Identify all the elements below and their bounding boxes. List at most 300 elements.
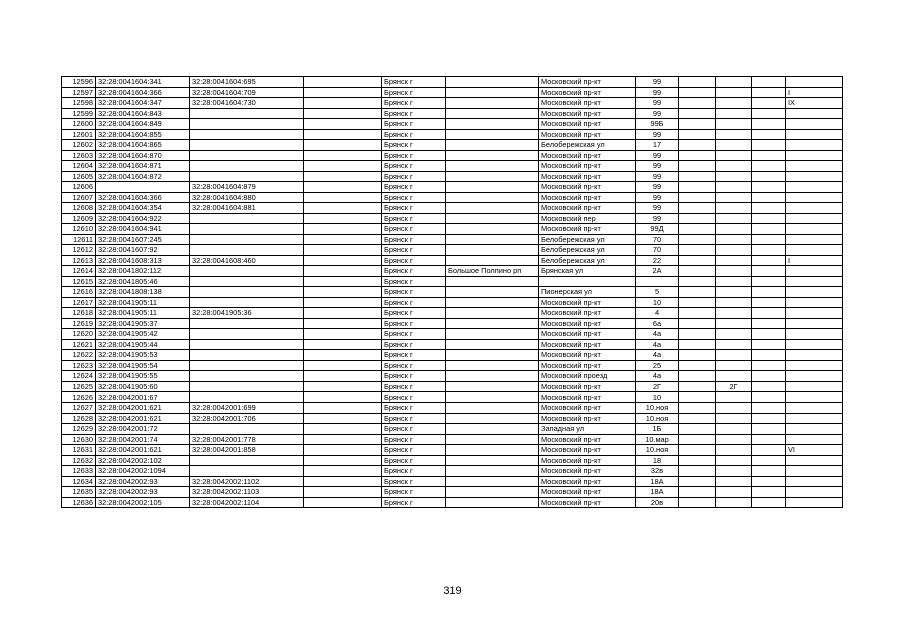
table-cell (304, 413, 382, 424)
table-cell (446, 234, 539, 245)
table-row (62, 87, 843, 98)
table-cell: 32:28:0041604:881 (190, 203, 304, 214)
table-cell (752, 297, 786, 308)
table-cell (786, 487, 843, 498)
table-cell (786, 287, 843, 298)
table-cell: Брянск г (382, 203, 446, 214)
table-cell (304, 392, 382, 403)
table-cell (446, 171, 539, 182)
table-cell (190, 392, 304, 403)
table-cell: Московский пр-кт (539, 434, 636, 445)
table-cell: 32в (636, 466, 679, 477)
table-cell (752, 445, 786, 456)
table-cell (446, 245, 539, 256)
table-cell: Брянск г (382, 318, 446, 329)
table-cell (716, 445, 752, 456)
table-cell: 2Г (636, 381, 679, 392)
table-cell (304, 297, 382, 308)
table-cell: Брянск г (382, 276, 446, 287)
table-cell (304, 161, 382, 172)
table-row (62, 77, 843, 88)
table-cell: 32:28:0041805:46 (96, 276, 190, 287)
table-cell (716, 318, 752, 329)
table-cell: 99 (636, 213, 679, 224)
table-cell: 12629 (62, 424, 96, 435)
table-cell: Брянск г (382, 297, 446, 308)
table-cell: 4а (636, 350, 679, 361)
table-row (62, 424, 843, 435)
table-row (62, 392, 843, 403)
table-cell: 12622 (62, 350, 96, 361)
table-cell: 12602 (62, 140, 96, 151)
table-cell: 32:28:0041604:871 (96, 161, 190, 172)
table-cell (304, 318, 382, 329)
table-cell: I (786, 255, 843, 266)
table-cell (716, 224, 752, 235)
table-row (62, 276, 843, 287)
table-cell (304, 455, 382, 466)
table-cell (716, 255, 752, 266)
table-cell (786, 213, 843, 224)
table-cell: Брянск г (382, 224, 446, 235)
table-cell (190, 339, 304, 350)
table-cell: 12610 (62, 224, 96, 235)
table-row (62, 402, 843, 413)
table-cell: 32:28:0041604:879 (190, 182, 304, 193)
table-cell (679, 497, 716, 508)
table-cell (716, 213, 752, 224)
table-cell (716, 192, 752, 203)
table-cell (786, 466, 843, 477)
table-cell: Брянск г (382, 413, 446, 424)
table-cell (679, 445, 716, 456)
table-cell (304, 350, 382, 361)
table-cell (679, 161, 716, 172)
table-cell (679, 213, 716, 224)
table-cell (190, 276, 304, 287)
table-cell: 18 (636, 455, 679, 466)
table-cell (786, 476, 843, 487)
table-cell: 32:28:0041604:849 (96, 119, 190, 130)
table-row (62, 192, 843, 203)
table-cell: Московский пр-кт (539, 350, 636, 361)
table-cell: Брянск г (382, 308, 446, 319)
table-cell (716, 108, 752, 119)
table-cell: Брянск г (382, 455, 446, 466)
table-cell: 32:28:0041608:460 (190, 255, 304, 266)
table-cell: Московский пр-кт (539, 77, 636, 88)
table-cell (752, 213, 786, 224)
table-row (62, 455, 843, 466)
table-cell (752, 108, 786, 119)
table-cell (752, 192, 786, 203)
table-cell (716, 245, 752, 256)
table-cell: 12612 (62, 245, 96, 256)
table-cell (190, 234, 304, 245)
table-cell: VI (786, 445, 843, 456)
table-cell (786, 182, 843, 193)
table-cell: 12616 (62, 287, 96, 298)
table-cell (716, 203, 752, 214)
table-cell (786, 129, 843, 140)
table-cell: Московский пр-кт (539, 87, 636, 98)
table-cell (786, 413, 843, 424)
table-cell (716, 497, 752, 508)
table-cell (752, 466, 786, 477)
table-cell (304, 339, 382, 350)
table-cell (786, 203, 843, 214)
table-cell (786, 140, 843, 151)
table-cell: Московский пр-кт (539, 318, 636, 329)
table-cell (190, 245, 304, 256)
table-cell (679, 245, 716, 256)
table-cell: 32:28:0041604:922 (96, 213, 190, 224)
table-cell (446, 108, 539, 119)
table-row (62, 329, 843, 340)
table-cell (752, 455, 786, 466)
table-cell (786, 402, 843, 413)
table-cell: 10 (636, 297, 679, 308)
table-cell (636, 276, 679, 287)
table-cell (786, 318, 843, 329)
table-cell (752, 402, 786, 413)
table-cell: 32:28:0042002:1104 (190, 497, 304, 508)
table-cell: 32:28:0042001:74 (96, 434, 190, 445)
table-cell (679, 192, 716, 203)
table-cell (716, 308, 752, 319)
table-cell: Московский пр-кт (539, 129, 636, 140)
table-cell: Брянск г (382, 192, 446, 203)
table-cell: 32:28:0041604:730 (190, 98, 304, 109)
table-cell (446, 308, 539, 319)
table-cell (304, 234, 382, 245)
table-cell: 32:28:0041905:42 (96, 329, 190, 340)
table-row (62, 234, 843, 245)
table-cell (446, 424, 539, 435)
table-cell: 4а (636, 371, 679, 382)
table-cell: Брянск г (382, 171, 446, 182)
table-cell (446, 213, 539, 224)
table-row (62, 255, 843, 266)
table-cell: 2А (636, 266, 679, 277)
table-cell: 12598 (62, 98, 96, 109)
table-cell (446, 402, 539, 413)
table-cell: 32:28:0042001:621 (96, 445, 190, 456)
table-cell: 99Д (636, 224, 679, 235)
table-cell (304, 287, 382, 298)
table-cell (304, 129, 382, 140)
table-cell (716, 182, 752, 193)
table-cell: Московский пр-кт (539, 497, 636, 508)
table-cell (96, 182, 190, 193)
table-cell (679, 434, 716, 445)
table-cell (716, 476, 752, 487)
table-cell: 99Б (636, 119, 679, 130)
table-cell (752, 77, 786, 88)
table-cell: 20в (636, 497, 679, 508)
table-cell (679, 182, 716, 193)
table-cell (786, 161, 843, 172)
table-cell (786, 308, 843, 319)
table-cell (446, 455, 539, 466)
table-cell: Московский пр-кт (539, 360, 636, 371)
table-cell (752, 87, 786, 98)
table-cell: 10.ноя (636, 413, 679, 424)
table-cell: 12605 (62, 171, 96, 182)
table-row (62, 413, 843, 424)
table-cell (446, 182, 539, 193)
table-cell: 4а (636, 339, 679, 350)
table-cell (752, 255, 786, 266)
table-cell: Московский пер (539, 213, 636, 224)
table-cell: Брянск г (382, 245, 446, 256)
table-cell (752, 150, 786, 161)
table-cell (304, 308, 382, 319)
table-cell: 99 (636, 87, 679, 98)
table-row (62, 445, 843, 456)
table-cell: 32:28:0042002:1103 (190, 487, 304, 498)
table-cell (752, 224, 786, 235)
table-cell (786, 371, 843, 382)
table-cell: 32:28:0041604:341 (96, 77, 190, 88)
table-cell: Московский пр-кт (539, 308, 636, 319)
table-cell: 12626 (62, 392, 96, 403)
table-cell (446, 203, 539, 214)
table-cell (679, 171, 716, 182)
table-cell: 70 (636, 245, 679, 256)
table-cell: Брянск г (382, 445, 446, 456)
table-row (62, 318, 843, 329)
table-cell: 1Б (636, 424, 679, 435)
table-cell: Московский пр-кт (539, 182, 636, 193)
table-cell (679, 308, 716, 319)
table-cell: 32:28:0042002:1094 (96, 466, 190, 477)
table-cell: 32:28:0041604:855 (96, 129, 190, 140)
table-cell: 12635 (62, 487, 96, 498)
table-cell (752, 140, 786, 151)
table-cell (752, 329, 786, 340)
table-cell (786, 171, 843, 182)
table-cell: Брянск г (382, 182, 446, 193)
table-row (62, 381, 843, 392)
table-cell (446, 150, 539, 161)
table-cell (446, 487, 539, 498)
table-row (62, 360, 843, 371)
table-cell (679, 255, 716, 266)
table-cell: 32:28:0042001:778 (190, 434, 304, 445)
table-cell (190, 266, 304, 277)
table-row (62, 308, 843, 319)
table-cell: 12630 (62, 434, 96, 445)
table-cell: 32:28:0041604:347 (96, 98, 190, 109)
table-cell (304, 402, 382, 413)
table-cell: 12627 (62, 402, 96, 413)
table-cell: Брянск г (382, 266, 446, 277)
table-cell (786, 392, 843, 403)
table-cell: 10.мар (636, 434, 679, 445)
table-cell (716, 119, 752, 130)
table-cell: 32:28:0041604:865 (96, 140, 190, 151)
table-cell: 32:28:0042002:93 (96, 476, 190, 487)
table-cell (752, 371, 786, 382)
table-cell: 12624 (62, 371, 96, 382)
table-cell (752, 381, 786, 392)
table-cell (752, 308, 786, 319)
table-cell: 32:28:0042002:93 (96, 487, 190, 498)
table-cell: 32:28:0041607:92 (96, 245, 190, 256)
table-cell (716, 171, 752, 182)
table-cell (752, 392, 786, 403)
table-row (62, 98, 843, 109)
table-cell (716, 276, 752, 287)
table-cell (446, 87, 539, 98)
table-cell: Брянск г (382, 108, 446, 119)
table-cell (716, 424, 752, 435)
registry-body (62, 77, 843, 508)
table-cell: 18А (636, 476, 679, 487)
table-cell (190, 224, 304, 235)
table-cell: 32:28:0041802:112 (96, 266, 190, 277)
table-cell: 12606 (62, 182, 96, 193)
table-cell (446, 98, 539, 109)
table-cell (304, 276, 382, 287)
table-cell (446, 466, 539, 477)
table-row (62, 339, 843, 350)
table-cell: Брянск г (382, 466, 446, 477)
table-cell: Брянск г (382, 329, 446, 340)
table-row (62, 350, 843, 361)
table-cell (752, 245, 786, 256)
table-cell (190, 381, 304, 392)
table-cell: 32:28:0042001:67 (96, 392, 190, 403)
table-cell (716, 350, 752, 361)
table-cell (679, 287, 716, 298)
table-cell (752, 339, 786, 350)
table-cell: 32:28:0041905:55 (96, 371, 190, 382)
table-cell: 12621 (62, 339, 96, 350)
table-cell: 32:28:0041604:695 (190, 77, 304, 88)
table-cell: 6а (636, 318, 679, 329)
table-row (62, 371, 843, 382)
table-cell: Московский пр-кт (539, 339, 636, 350)
table-cell (716, 150, 752, 161)
table-cell (716, 402, 752, 413)
table-cell (679, 329, 716, 340)
table-cell: 12632 (62, 455, 96, 466)
table-cell (752, 98, 786, 109)
table-cell (679, 203, 716, 214)
table-cell: Московский пр-кт (539, 476, 636, 487)
table-cell (304, 150, 382, 161)
table-cell (679, 455, 716, 466)
table-cell: Московский пр-кт (539, 381, 636, 392)
table-cell (304, 192, 382, 203)
table-cell (446, 445, 539, 456)
table-cell: 5 (636, 287, 679, 298)
table-cell: 4 (636, 308, 679, 319)
table-cell: 12604 (62, 161, 96, 172)
table-cell: Брянск г (382, 381, 446, 392)
table-cell: Брянск г (382, 140, 446, 151)
table-cell: 12615 (62, 276, 96, 287)
table-cell (446, 360, 539, 371)
table-cell (446, 497, 539, 508)
table-cell: 12609 (62, 213, 96, 224)
table-cell (716, 129, 752, 140)
table-cell: Московский пр-кт (539, 119, 636, 130)
table-cell: Брянск г (382, 392, 446, 403)
table-cell: 2Г (716, 381, 752, 392)
table-cell: 12611 (62, 234, 96, 245)
table-cell: 99 (636, 98, 679, 109)
table-cell: 12603 (62, 150, 96, 161)
table-cell: 12617 (62, 297, 96, 308)
table-cell (190, 171, 304, 182)
table-cell (752, 129, 786, 140)
table-cell (679, 476, 716, 487)
table-cell: 12613 (62, 255, 96, 266)
table-cell (446, 119, 539, 130)
table-cell: 12596 (62, 77, 96, 88)
table-cell (752, 171, 786, 182)
table-cell: 32:28:0041905:11 (96, 297, 190, 308)
table-cell (716, 266, 752, 277)
table-cell: Брянск г (382, 360, 446, 371)
table-cell (679, 276, 716, 287)
table-cell (190, 455, 304, 466)
table-cell (446, 476, 539, 487)
table-cell: Московский пр-кт (539, 445, 636, 456)
table-cell (679, 318, 716, 329)
table-cell (716, 140, 752, 151)
table-cell: 32:28:0041608:313 (96, 255, 190, 266)
table-cell (304, 266, 382, 277)
table-cell: Брянск г (382, 98, 446, 109)
table-cell (304, 98, 382, 109)
table-cell (786, 192, 843, 203)
table-cell (304, 182, 382, 193)
table-row (62, 129, 843, 140)
table-cell (716, 392, 752, 403)
table-cell: 32:28:0041604:366 (96, 87, 190, 98)
table-cell (786, 276, 843, 287)
table-cell: 32:28:0041604:354 (96, 203, 190, 214)
table-cell (190, 213, 304, 224)
table-cell: 32:28:0042001:699 (190, 402, 304, 413)
table-cell (190, 287, 304, 298)
table-cell: Брянск г (382, 213, 446, 224)
table-cell: 32:28:0041905:54 (96, 360, 190, 371)
table-row (62, 213, 843, 224)
table-cell (304, 224, 382, 235)
table-cell (446, 339, 539, 350)
table-cell (786, 360, 843, 371)
table-cell: Московский пр-кт (539, 402, 636, 413)
table-row (62, 287, 843, 298)
table-row (62, 266, 843, 277)
table-cell: 12634 (62, 476, 96, 487)
table-cell: Белобережская ул (539, 245, 636, 256)
table-cell: 99 (636, 203, 679, 214)
table-cell (446, 161, 539, 172)
table-cell: Брянск г (382, 497, 446, 508)
table-cell: 32:28:0041905:37 (96, 318, 190, 329)
table-cell (679, 129, 716, 140)
table-cell (752, 287, 786, 298)
table-cell: 32:28:0041604:709 (190, 87, 304, 98)
table-cell: Брянск г (382, 402, 446, 413)
table-cell (679, 77, 716, 88)
